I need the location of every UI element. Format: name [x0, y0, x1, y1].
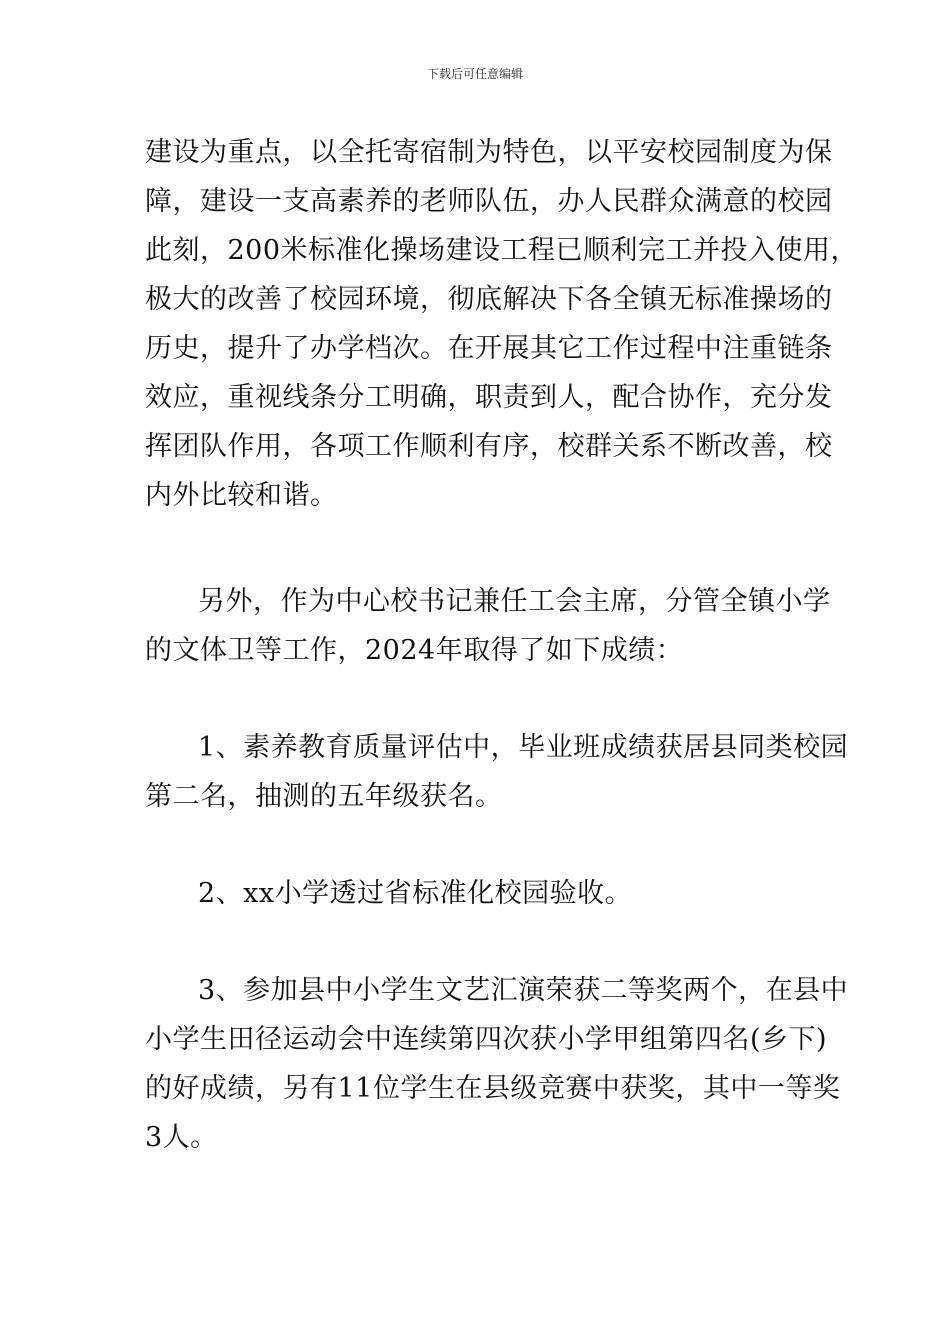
text-line: 3人。: [145, 1122, 218, 1153]
text-line: 2、xx小学透过省标准化校园验收。: [198, 878, 633, 909]
paragraph-school-development: [145, 128, 859, 520]
paragraph-spacer: [145, 675, 810, 723]
paragraph-spacer: [145, 918, 810, 966]
text-line: 挥团队作用，各项工作顺利有序，校群关系不断改善，校: [145, 431, 833, 462]
text-line: 障，建设一支高素养的老师队伍，办人民群众满意的校园: [145, 186, 833, 217]
text-line: 第二名，抽测的五年级获名。: [145, 781, 503, 812]
document-body: [145, 128, 859, 1162]
text-line: 内外比较和谐。: [145, 480, 338, 511]
text-line: 极大的改善了校园环境，彻底解决下各全镇无标准操场的: [145, 284, 833, 315]
text-line: 另外，作为中心校书记兼任工会主席，分管全镇小学: [198, 586, 831, 617]
paragraph-responsibilities: [145, 577, 831, 675]
text-line: 的好成绩，另有11位学生在县级竞赛中获奖，其中一等奖: [145, 1073, 841, 1104]
paragraph-spacer: [145, 520, 810, 577]
paragraph-spacer: [145, 821, 810, 869]
paragraph-achievement-2: [145, 869, 810, 918]
text-line: 1、素养教育质量评估中，毕业班成绩获居县同类校园: [198, 732, 849, 763]
page-header: 下载后可任意编辑: [426, 67, 523, 81]
text-line: 3、参加县中小学生文艺汇演荣获二等奖两个，在县中: [198, 975, 849, 1006]
paragraph-achievement-3: [145, 966, 849, 1162]
paragraph-achievement-1: [145, 723, 849, 821]
text-line: 历史，提升了办学档次。在开展其它工作过程中注重链条: [145, 333, 833, 364]
text-line: 效应，重视线条分工明确，职责到人，配合协作，充分发: [145, 382, 833, 413]
text-line: 此刻，200米标准化操场建设工程已顺利完工并投入使用，: [145, 235, 859, 266]
text-line: 建设为重点，以全托寄宿制为特色，以平安校园制度为保: [145, 137, 833, 168]
text-line: 小学生田径运动会中连续第四次获小学甲组第四名(乡下): [145, 1024, 828, 1055]
text-line: 的文体卫等工作，2024年取得了如下成绩：: [145, 635, 684, 666]
